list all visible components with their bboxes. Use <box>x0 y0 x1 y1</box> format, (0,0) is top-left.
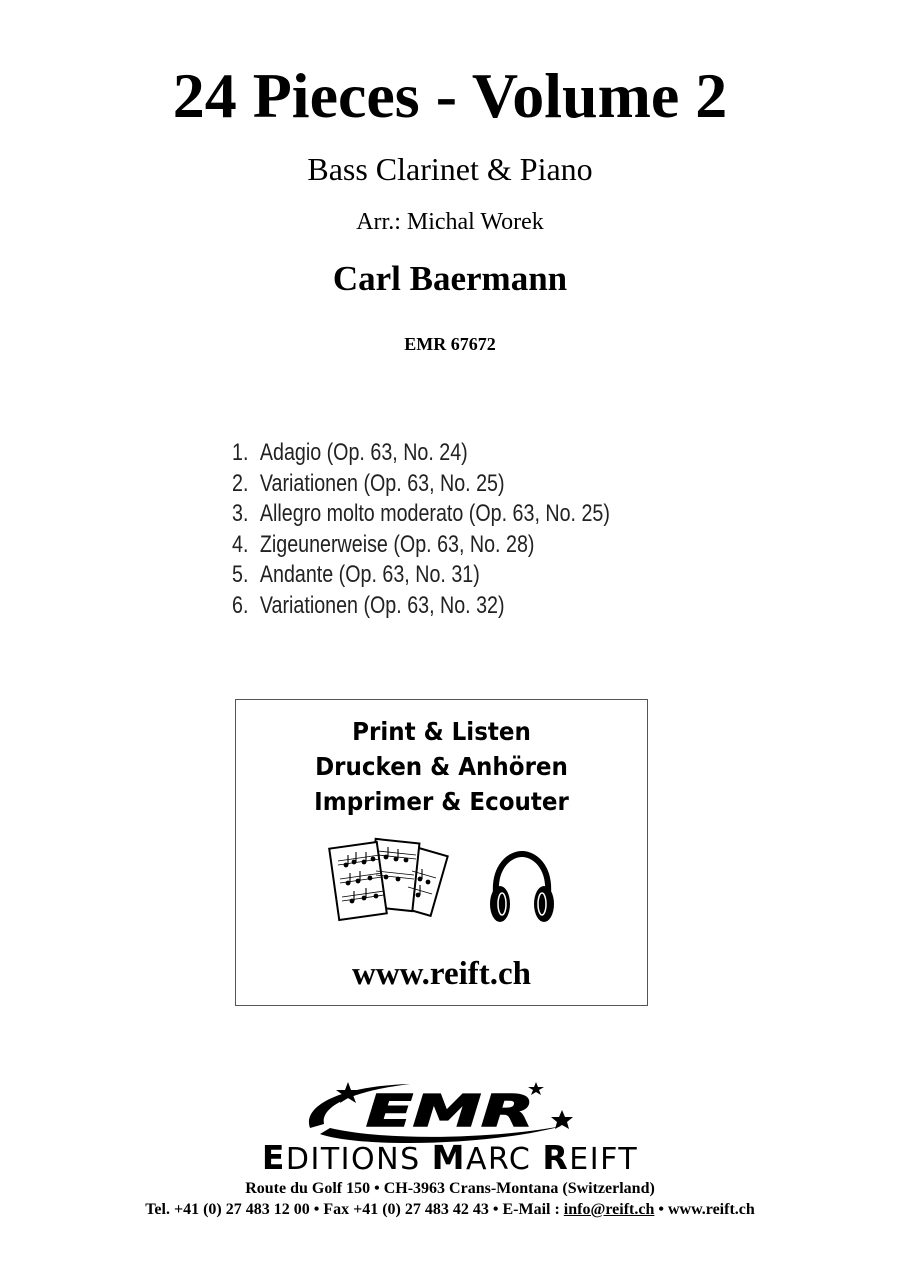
emr-logo-icon <box>300 1076 576 1146</box>
publisher-contact <box>0 1200 900 1220</box>
list-item <box>232 560 610 591</box>
list-item-number: 3. <box>232 500 249 527</box>
headphones-icon <box>488 850 556 926</box>
email-link[interactable]: info@reift.ch <box>563 1201 655 1218</box>
title: 24 Pieces - Volume 2 <box>172 60 728 131</box>
list-item <box>232 499 610 530</box>
promo-line-french: Imprimer & Ecouter <box>314 787 569 816</box>
list-item <box>232 591 610 622</box>
subtitle: Bass Clarinet & Piano <box>307 151 593 187</box>
wordmark-part: EIFT <box>569 1142 639 1177</box>
publisher-wordmark <box>0 1138 900 1177</box>
emr-logo-text: EMR <box>366 1086 534 1137</box>
sheet-music-icon <box>328 835 454 937</box>
print-listen-box <box>235 699 648 1006</box>
wordmark-part: R <box>542 1138 570 1177</box>
list-item-number: 5. <box>232 561 249 588</box>
wordmark-part: DITIONS <box>285 1142 432 1177</box>
list-item-title: Andante (Op. 63, No. 31) <box>259 561 480 588</box>
promo-line-english: Print & Listen <box>352 717 531 746</box>
list-item-title: Variationen (Op. 63, No. 25) <box>259 469 505 497</box>
wordmark-part: M <box>431 1138 466 1177</box>
edition-number: EMR 67672 <box>404 334 496 354</box>
contact-phone-fax: Tel. +41 (0) 27 483 12 00 • Fax +41 (0) 27 483 42 43 • E-Mail : <box>145 1201 564 1218</box>
arranger: Arr.: Michal Worek <box>356 209 544 235</box>
list-item <box>232 469 610 500</box>
list-item-number: 4. <box>232 530 249 558</box>
wordmark-part: E <box>261 1138 286 1177</box>
list-item-title: Zigeunerweise (Op. 63, No. 28) <box>259 530 535 558</box>
list-item-number: 2. <box>232 469 249 497</box>
list-item-title: Adagio (Op. 63, No. 24) <box>259 439 468 466</box>
publisher-address: Route du Golf 150 • CH-3963 Crans-Montana (Switzerland) <box>245 1180 655 1197</box>
promo-line-german: Drucken & Anhören <box>315 752 568 781</box>
list-item-number: 6. <box>232 591 249 619</box>
list-item <box>232 438 610 469</box>
list-item <box>232 530 610 561</box>
promo-website-link[interactable]: www.reift.ch <box>351 956 532 992</box>
contact-website: • www.reift.ch <box>654 1201 755 1218</box>
list-item-title: Variationen (Op. 63, No. 32) <box>259 591 505 619</box>
pieces-list <box>232 438 610 621</box>
composer: Carl Baermann <box>332 259 568 298</box>
list-item-number: 1. <box>232 439 249 466</box>
list-item-title: Allegro molto moderato (Op. 63, No. 25) <box>259 500 610 527</box>
wordmark-part: ARC <box>466 1142 543 1177</box>
